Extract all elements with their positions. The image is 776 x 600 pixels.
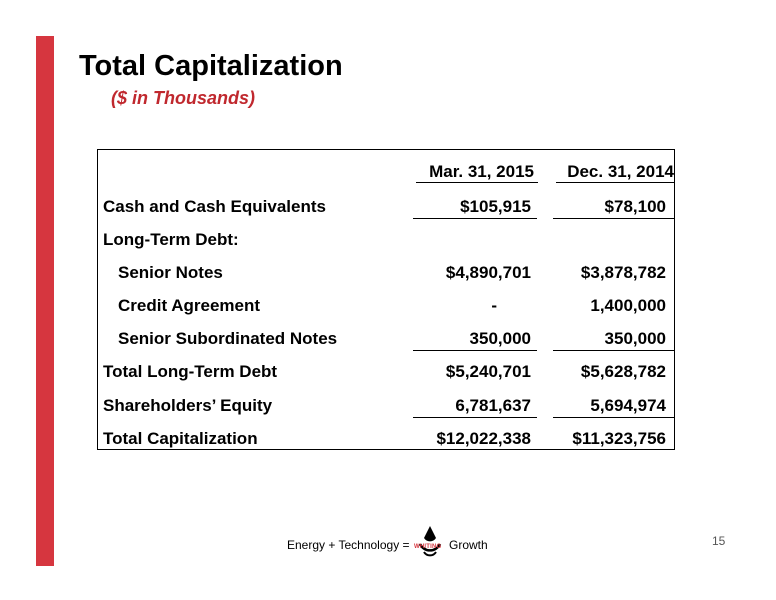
row-value-mar: $5,240,701 [445,362,531,381]
row-value-mar: 350,000 [469,329,531,348]
header-underline-1 [416,182,538,183]
row-value-mar: $4,890,701 [445,263,531,282]
header-underline-2 [556,182,674,183]
page-number: 15 [712,534,726,548]
table-row [98,392,674,418]
row-label: Total Capitalization [103,429,258,448]
row-label: Credit Agreement [118,296,261,315]
equity-underline-2 [553,417,674,418]
table-row [98,325,674,351]
table-row [98,259,674,285]
page-title: Total Capitalization [79,50,343,82]
row-value-dec: $5,628,782 [580,362,666,381]
table-row [98,358,674,384]
table-row [98,425,674,451]
row-label: Senior Subordinated Notes [118,329,338,348]
column-header-dec-2014: Dec. 31, 2014 [567,162,674,181]
row-value-mar: $12,022,338 [436,429,531,448]
capitalization-table [97,149,675,450]
row-label: Total Long-Term Debt [103,362,278,381]
column-header-mar-2015: Mar. 31, 2015 [429,162,534,181]
row-value-mar: 6,781,637 [455,396,531,415]
row-value-dec: 350,000 [604,329,666,348]
row-value-dec: 1,400,000 [590,296,666,315]
row-label: Shareholders’ Equity [103,396,273,415]
table-row [98,226,674,252]
side-accent-bar [36,36,54,566]
row-value-dec: $3,878,782 [580,263,666,282]
subtotal-underline-2 [553,350,674,351]
footer-slogan-right: Growth [449,538,488,552]
footer-slogan-left: Energy + Technology = [287,538,410,552]
row-value-dec: $11,323,756 [572,429,666,448]
row-value-dec: 5,694,974 [590,396,666,415]
subtotal-underline-1 [413,350,537,351]
whiting-logo-icon [414,524,446,560]
page-subtitle: ($ in Thousands) [111,88,255,108]
equity-underline-1 [413,417,537,418]
row-label: Senior Notes [118,263,223,282]
table-row [98,292,674,318]
row-value-dec: $78,100 [604,197,666,216]
table-row [98,193,674,219]
row-label: Cash and Cash Equivalents [103,197,326,216]
row-value-mar: $105,915 [460,197,531,216]
row-value-mar: - [491,296,497,315]
logo-wordmark: WHITING [414,544,442,550]
row-label: Long-Term Debt: [103,230,239,249]
ticker-label: NYSE: WLL [10,482,21,538]
cash-underline-1 [413,218,537,219]
cash-underline-2 [553,218,674,219]
